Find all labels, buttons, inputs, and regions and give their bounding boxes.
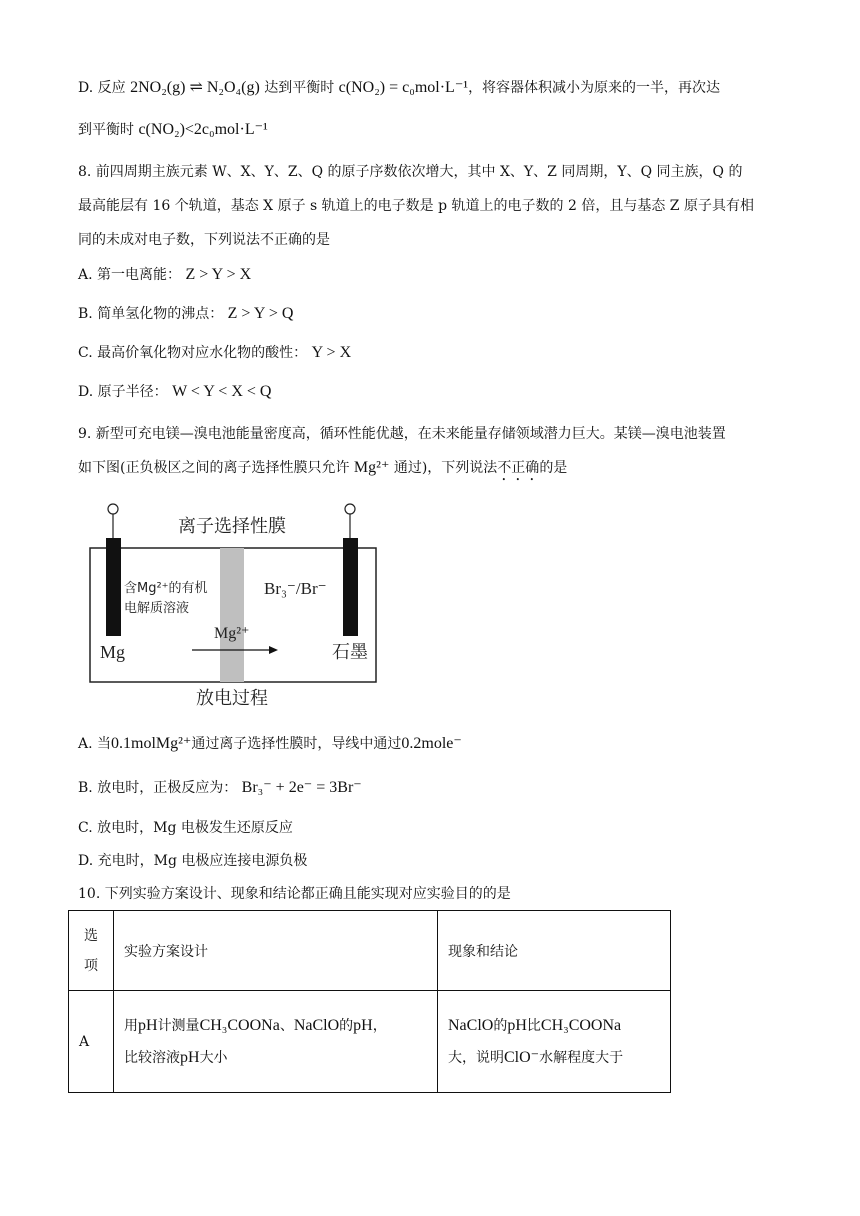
table-header-row [69, 911, 671, 991]
q9-line2-c: 通过)，下列说法 [393, 460, 498, 476]
q8-stem-line2: 最高能层有 16 个轨道，基态 X 原子 s 轨道上的电子数是 p 轨道上的电子数的 2 倍，且与基态 Z 原子具有相 [78, 198, 754, 214]
t: pH [138, 1016, 158, 1034]
right-terminal-icon [345, 504, 355, 514]
result-line1 [448, 1016, 660, 1036]
q8-stem-line3: 同的未成对电子数，下列说法不正确的是 [78, 232, 330, 248]
q9-option-c: C. 放电时，Mg 电极发生还原反应 [78, 820, 293, 836]
t: pH [353, 1016, 373, 1034]
q7d-line2-expr: c(NO₂)<2c₀mol·L⁻¹ [138, 121, 268, 138]
q9-option-b [78, 778, 362, 798]
design-line2 [124, 1048, 427, 1068]
option-expr: Z > Y > Q [227, 305, 294, 322]
t: 、 [279, 1017, 294, 1034]
q8-option-a [78, 265, 251, 285]
battery-diagram-svg [86, 490, 386, 710]
option-label: B. 简单氢化物的沸点： [78, 306, 224, 322]
option-expr: Br₃⁻ + 2e⁻ = 3Br⁻ [241, 779, 362, 796]
t: NaClO [448, 1016, 494, 1034]
design-line1 [124, 1016, 427, 1036]
t: 水解程度大于 [539, 1049, 624, 1066]
q7-option-d-line2 [78, 120, 268, 140]
q7d-tail: ，将容器体积减小为原来的一半，再次达 [468, 80, 721, 96]
q8-option-d [78, 382, 271, 402]
option-expr: 0.1molMg²⁺ [111, 735, 192, 752]
q9-stem-line1: 9. 新型可充电镁—溴电池能量密度高，循环性能优越，在未来能量存储领域潜力巨大。某镁—溴电池装置 [78, 426, 726, 442]
left-solution-text1: 含Mg²⁺的有机 [124, 581, 208, 596]
table-row [69, 991, 671, 1093]
t: 计测量 [157, 1017, 200, 1034]
q8-option-b [78, 304, 293, 324]
q8-option-c [78, 343, 351, 363]
option-expr: W < Y < X < Q [172, 383, 272, 400]
left-terminal-icon [108, 504, 118, 514]
t: 比 [526, 1017, 541, 1034]
header-design: 实验方案设计 [114, 911, 438, 991]
ion-label: Mg²⁺ [214, 625, 250, 642]
t: pH [507, 1016, 527, 1034]
t: CH₃COONa [199, 1016, 280, 1034]
row-result [438, 991, 671, 1093]
q7d-equation: 2NO₂(g) ⇌ N₂O₄(g) [130, 79, 260, 96]
option-expr2: 0.2mole⁻ [401, 735, 462, 752]
t: NaClO [293, 1016, 340, 1034]
t: ， [372, 1017, 387, 1034]
q7-option-d [78, 78, 720, 98]
option-expr: Y > X [311, 344, 352, 361]
q9-option-a [78, 734, 462, 754]
q9-line2-e: 的是 [539, 460, 568, 476]
t: 大小 [199, 1049, 228, 1066]
left-solution-text2: 电解质溶液 [124, 601, 190, 616]
t: 大，说明 [448, 1049, 504, 1066]
option-label: B. 放电时，正极反应为： [78, 780, 238, 796]
header-option [69, 911, 114, 991]
membrane-label: 离子选择性膜 [178, 516, 286, 537]
q9-line2-a: 如下图(正负极区之间的离子选择性膜只允许 [78, 460, 350, 476]
t: 用 [124, 1017, 138, 1034]
option-label: A. 第一电离能： [78, 267, 182, 283]
option-text: 通过离子选择性膜时，导线中通过 [191, 736, 402, 752]
battery-diagram [86, 490, 386, 710]
q7d-mid: 达到平衡时 [264, 80, 335, 96]
row-design [114, 991, 438, 1093]
result-line2 [448, 1048, 660, 1068]
experiment-table [68, 910, 671, 1093]
t: pH [180, 1048, 200, 1066]
q9-stem-line2 [78, 458, 567, 484]
t: CH₃COONa [540, 1016, 622, 1034]
mg-electrode-label: Mg [100, 642, 126, 662]
diagram-caption: 放电过程 [196, 688, 268, 709]
t: 的 [339, 1017, 354, 1034]
t: 比较溶液 [124, 1049, 180, 1066]
option-expr: Z > Y > X [185, 266, 252, 283]
ion-selective-membrane [220, 548, 244, 682]
row-option: A [69, 991, 114, 1093]
q9-line2-ion: Mg²⁺ [353, 459, 390, 476]
graphite-electrode-label: 石墨 [332, 642, 368, 663]
t: 的 [493, 1017, 508, 1034]
header-option-text: 选项 [84, 927, 98, 974]
header-result: 现象和结论 [438, 911, 671, 991]
option-label: C. 最高价氧化物对应水化物的酸性： [78, 345, 308, 361]
mg-electrode [106, 538, 121, 636]
option-label: A. 当 [78, 736, 112, 752]
q8-stem-line1: 8. 前四周期主族元素 W、X、Y、Z、Q 的原子序数依次增大，其中 X、Y、Z 同周期，Y、Q 同主族，Q 的 [78, 164, 743, 180]
q9-emphasis: 不正确 [497, 460, 540, 476]
t: ClO⁻ [504, 1048, 540, 1066]
right-solution-text: Br₃⁻/Br⁻ [264, 579, 327, 598]
q7d-line2-prefix: 到平衡时 [78, 122, 134, 138]
q7d-label: D. 反应 [78, 80, 126, 96]
option-label: D. 原子半径： [78, 384, 168, 400]
graphite-electrode [343, 538, 358, 636]
q9-option-d: D. 充电时，Mg 电极应连接电源负极 [78, 853, 308, 869]
q10-stem: 10. 下列实验方案设计、现象和结论都正确且能实现对应实验目的的是 [78, 886, 511, 902]
q7d-concentration: c(NO₂) = c₀mol·L⁻¹ [338, 79, 469, 96]
